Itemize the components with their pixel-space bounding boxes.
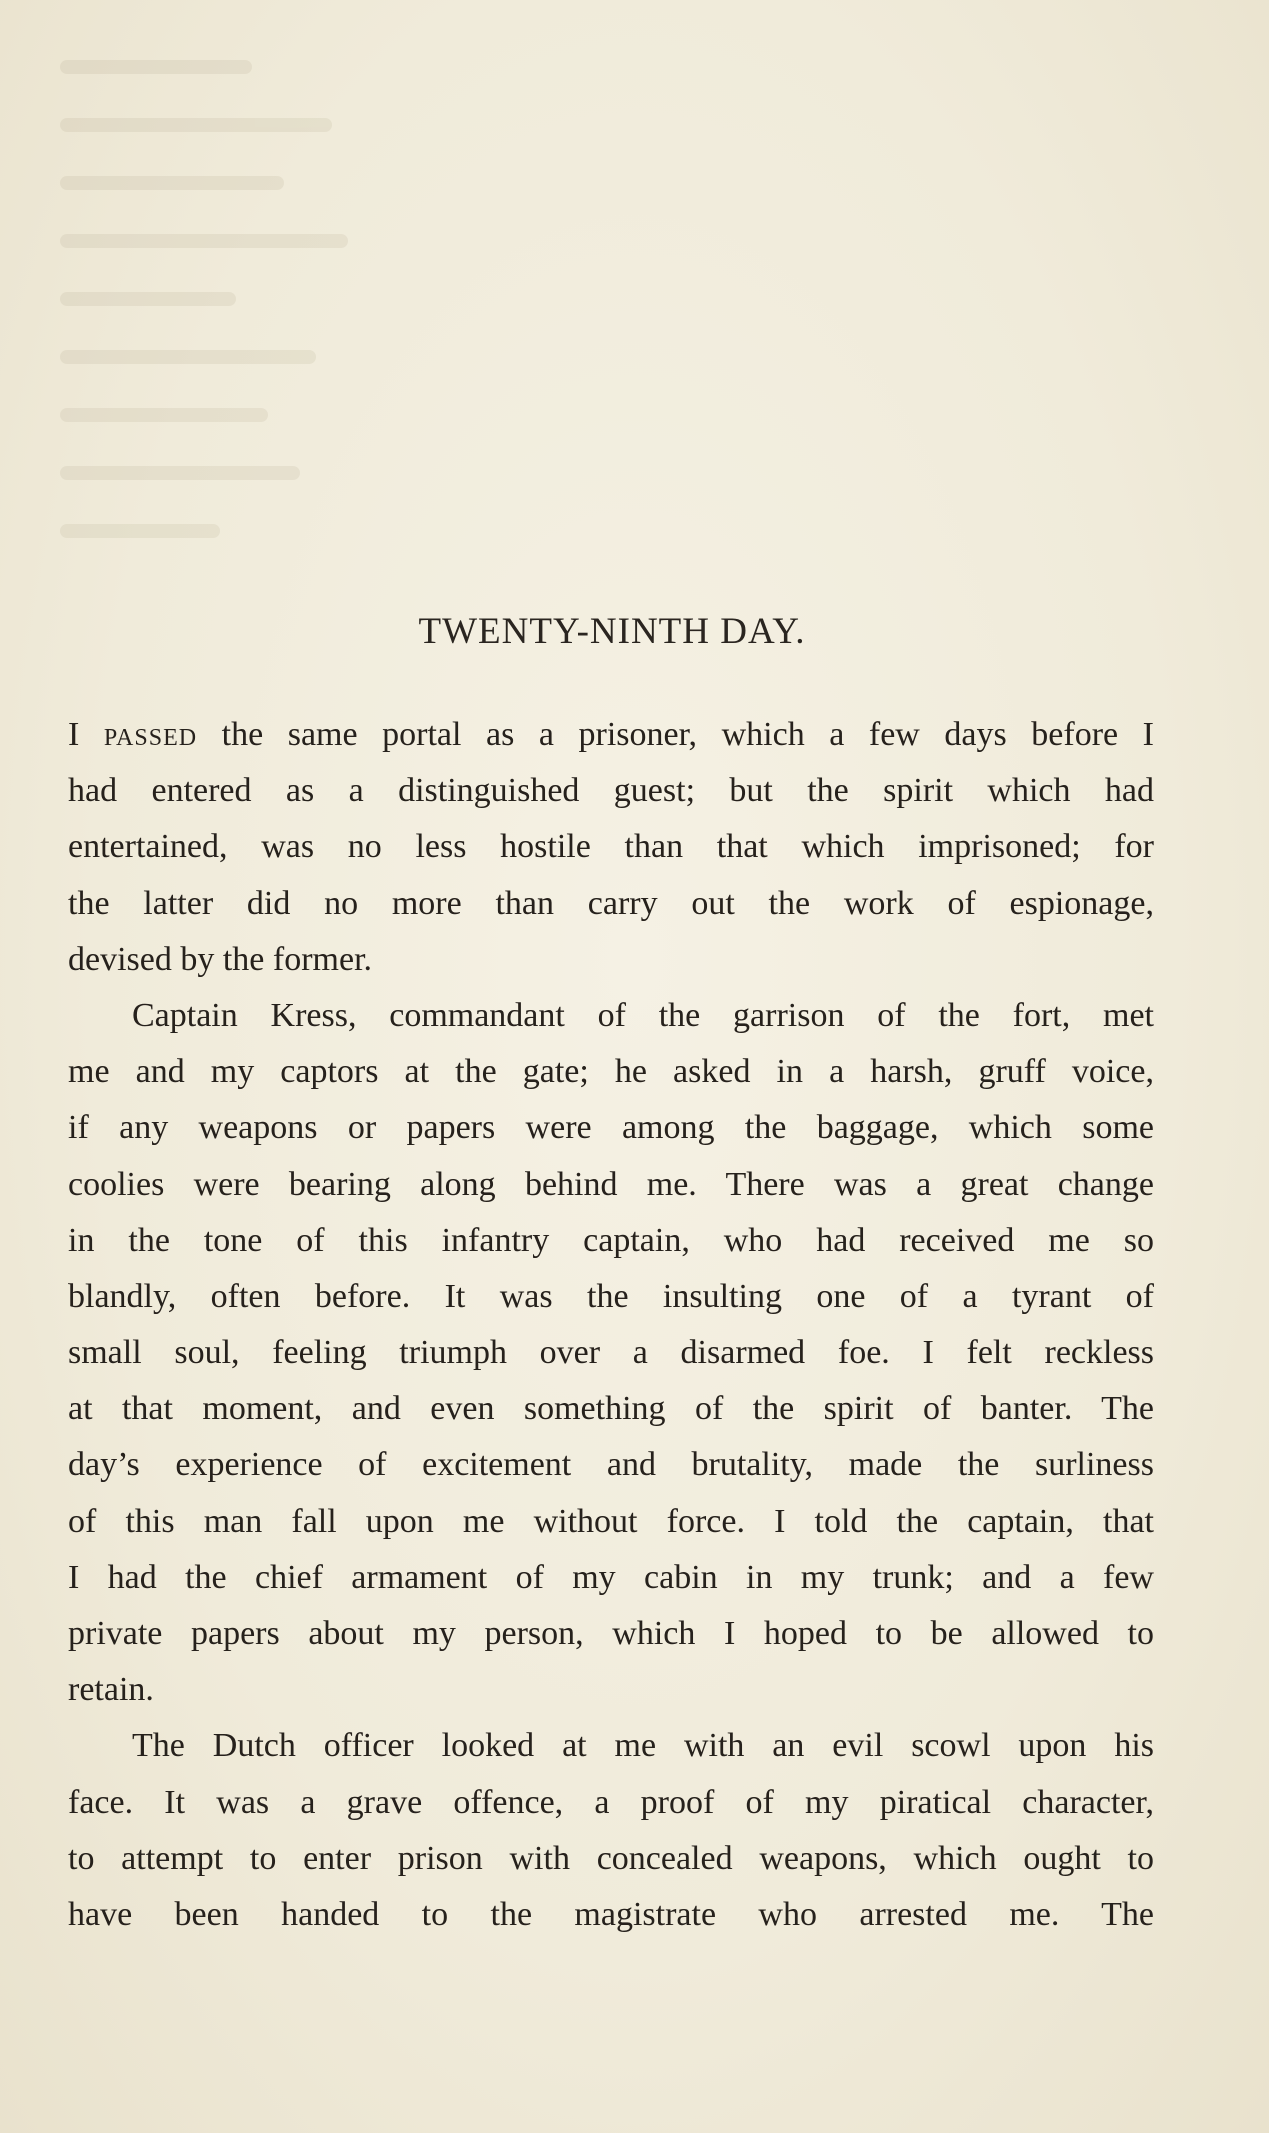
text-line: in the tone of this infantry captain, who had received me so [68,1221,1154,1259]
text-line: entertained, was no less hostile than that which imprisoned; for [68,828,1154,866]
text-line: the latter did no more than carry out the work of espionage, [68,884,1154,922]
text-line: I had the chief armament of my cabin in my trunk; and a few [68,1558,1154,1596]
text-line: of this man fall upon me without force. I told the captain, that [68,1502,1154,1540]
text-line: if any weapons or papers were among the baggage, which some [68,1109,1154,1147]
smallcaps-word: passed [103,716,198,753]
paragraph-3 [68,1718,1154,1943]
text-line: blandly, often before. It was the insulting one of a tyrant of [68,1277,1154,1315]
text-line: devised by the former. [68,940,373,978]
text-line: day’s experience of excitement and brutality, made the surliness [68,1446,1154,1484]
text-line: The Dutch officer looked at me with an evil scowl upon his [132,1727,1154,1765]
text-line: have been handed to the magistrate who arrested me. The [68,1895,1154,1933]
text-line: small soul, feeling triumph over a disarmed foe. I felt reckless [68,1334,1154,1372]
drop-word: I [68,716,104,753]
text-line: to attempt to enter prison with concealed weapons, which ought to [68,1839,1154,1877]
chapter-title: TWENTY-NINTH DAY. [418,611,806,652]
text-line: had entered as a distinguished guest; but the spirit which had [68,772,1154,810]
show-through-text [60,60,380,700]
text-line: Captain Kress, commandant of the garrison of the fort, met [132,996,1154,1034]
text-line: retain. [68,1671,154,1709]
text-line: me and my captors at the gate; he asked in a harsh, gruff voice, [68,1053,1154,1091]
text-line: private papers about my person, which I hoped to be allowed to [68,1615,1154,1652]
body-text [68,707,1154,1943]
text-line: coolies were bearing along behind me. There was a great change [68,1165,1154,1203]
text-line: face. It was a grave offence, a proof of my piratical character, [68,1783,1154,1821]
text-line: at that moment, and even something of the spirit of banter. The [68,1390,1154,1428]
paragraph-1 [68,707,1154,988]
paragraph-2 [68,988,1154,1718]
text-line: I passed the same portal as a prisoner, which a few days before I [68,716,1154,753]
